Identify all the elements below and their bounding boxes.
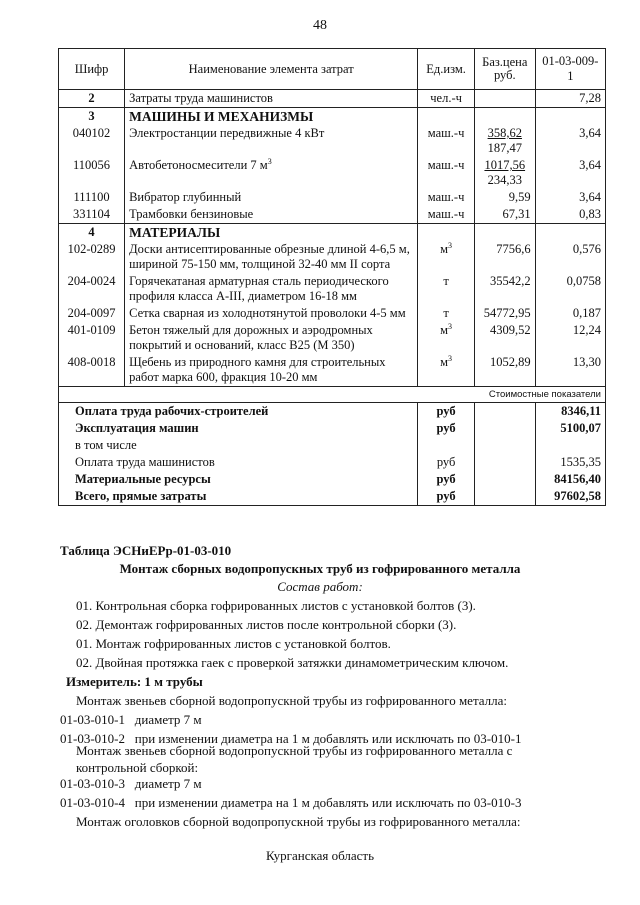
superscript: 3 bbox=[448, 321, 453, 331]
row-name: Вибратор глубинный bbox=[125, 189, 418, 206]
row-code: 111100 bbox=[59, 189, 125, 206]
total-row bbox=[59, 454, 606, 471]
row-norm: 3,64 bbox=[535, 189, 605, 206]
row-price: 7756,6 bbox=[474, 241, 535, 273]
work-composition-heading: Состав работ: bbox=[277, 579, 363, 594]
row-norm: 3,64 bbox=[535, 157, 605, 189]
cost-indicators-band bbox=[59, 387, 606, 403]
table-row bbox=[59, 241, 606, 273]
row-norm: 0,83 bbox=[535, 206, 605, 224]
row-unit: маш.-ч bbox=[418, 206, 475, 224]
header-unit: Ед.изм. bbox=[418, 49, 475, 90]
row-code: 204-0024 bbox=[59, 273, 125, 305]
section-code: 3 bbox=[59, 108, 125, 126]
price-wage: 187,47 bbox=[487, 141, 522, 155]
row-name: Щебень из природного камня для строительных работ марка 600, фракция 10-20 мм bbox=[125, 354, 418, 387]
row-price: 54772,95 bbox=[474, 305, 535, 322]
total-value: 1535,35 bbox=[535, 454, 605, 471]
row-norm: 0,576 bbox=[535, 241, 605, 273]
total-row bbox=[59, 471, 606, 488]
item-text: при изменении диаметра на 1 м добавлять или исключать по 03-010-3 bbox=[134, 795, 522, 810]
block-1-text: Монтаж звеньев сборной водопропускной трубы из гофрированного металла: bbox=[76, 693, 508, 708]
total-unit: руб bbox=[418, 488, 475, 506]
row-price: 4309,52 bbox=[474, 322, 535, 354]
row-code: 331104 bbox=[59, 206, 125, 224]
row-name: Сетка сварная из холоднотянутой проволоки 4-5 мм bbox=[125, 305, 418, 322]
item-row bbox=[60, 795, 630, 811]
total-name: Материальные ресурсы bbox=[59, 471, 418, 488]
item-code: 01-03-010-4 bbox=[60, 795, 125, 810]
total-value: 5100,07 bbox=[535, 420, 605, 437]
total-row bbox=[59, 437, 606, 454]
total-name: Оплата труда машинистов bbox=[59, 454, 418, 471]
item-row bbox=[60, 776, 630, 792]
item-text: при изменении диаметра на 1 м добавлять или исключать по 03-010-1 bbox=[134, 731, 522, 746]
total-name: Эксплуатация машин bbox=[59, 420, 418, 437]
row-norm: 13,30 bbox=[535, 354, 605, 387]
step-1: 01. Контрольная сборка гофрированных листов с установкой болтов (3). bbox=[76, 598, 476, 613]
section-row bbox=[59, 224, 606, 242]
total-unit: руб bbox=[418, 471, 475, 488]
total-name: в том числе bbox=[59, 437, 418, 454]
table-row bbox=[59, 157, 606, 189]
row-unit bbox=[418, 322, 475, 354]
row-price bbox=[474, 125, 535, 157]
row-unit: маш.-ч bbox=[418, 125, 475, 157]
measure-unit: Измеритель: 1 м трубы bbox=[66, 674, 203, 689]
row-norm: 7,28 bbox=[535, 90, 605, 108]
row-code: 2 bbox=[59, 90, 125, 108]
total-value: 84156,40 bbox=[535, 471, 605, 488]
table-row bbox=[59, 90, 606, 108]
row-unit-text: м bbox=[440, 355, 449, 369]
row-code: 408-0018 bbox=[59, 354, 125, 387]
row-name: Бетон тяжелый для дорожных и аэродромных покрытий и оснований, класс В25 (М 350) bbox=[125, 322, 418, 354]
block-2-text: Монтаж звеньев сборной водопропускной трубы из гофрированного металла с контрольной сборкой: bbox=[76, 743, 513, 775]
cost-indicators-label: Стоимостные показатели bbox=[59, 387, 606, 403]
row-norm: 0,0758 bbox=[535, 273, 605, 305]
row-price bbox=[474, 157, 535, 189]
row-code: 110056 bbox=[59, 157, 125, 189]
row-norm: 3,64 bbox=[535, 125, 605, 157]
item-row bbox=[60, 712, 630, 728]
step-2: 02. Демонтаж гофрированных листов после контрольной сборки (3). bbox=[76, 617, 457, 632]
row-unit: чел.-ч bbox=[418, 90, 475, 108]
row-name bbox=[125, 157, 418, 189]
total-name: Всего, прямые затраты bbox=[59, 488, 418, 506]
row-price bbox=[474, 90, 535, 108]
row-unit bbox=[418, 241, 475, 273]
item-code: 01-03-010-2 bbox=[60, 731, 125, 746]
row-code: 401-0109 bbox=[59, 322, 125, 354]
section-title: МАШИНЫ И МЕХАНИЗМЫ bbox=[125, 108, 418, 126]
block-3-text: Монтаж оголовков сборной водопропускной трубы из гофрированного металла: bbox=[76, 814, 521, 829]
row-unit-text: м bbox=[440, 323, 449, 337]
row-name: Доски антисептированные обрезные длиной 4-6,5 м, шириной 75-150 мм, толщиной 32-40 мм II сорта bbox=[125, 241, 418, 273]
row-unit-text: м bbox=[440, 242, 449, 256]
row-name: Затраты труда машинистов bbox=[125, 90, 418, 108]
row-price: 9,59 bbox=[474, 189, 535, 206]
superscript: 3 bbox=[448, 240, 453, 250]
table-row bbox=[59, 273, 606, 305]
superscript: 3 bbox=[267, 156, 272, 166]
total-row bbox=[59, 488, 606, 506]
superscript: 3 bbox=[448, 353, 453, 363]
total-unit: руб bbox=[418, 403, 475, 421]
header-norm: 01-03-009-1 bbox=[535, 49, 605, 90]
table-row bbox=[59, 125, 606, 157]
row-code: 102-0289 bbox=[59, 241, 125, 273]
row-price: 67,31 bbox=[474, 206, 535, 224]
step-4: 02. Двойная протяжка гаек с проверкой затяжки динамометрическим ключом. bbox=[76, 655, 509, 670]
table-row bbox=[59, 206, 606, 224]
price-wage: 234,33 bbox=[487, 173, 522, 187]
table-row bbox=[59, 189, 606, 206]
header-code: Шифр bbox=[59, 49, 125, 90]
header-price: Баз.цена руб. bbox=[474, 49, 535, 90]
row-unit: т bbox=[418, 273, 475, 305]
item-text: диаметр 7 м bbox=[134, 712, 202, 727]
section-code: 4 bbox=[59, 224, 125, 242]
table-title: Таблица ЭСНиЕРр-01-03-010 bbox=[60, 543, 232, 558]
row-unit bbox=[418, 354, 475, 387]
row-name: Горячекатаная арматурная сталь периодического профиля класса A-III, диаметром 16-18 мм bbox=[125, 273, 418, 305]
total-row bbox=[59, 403, 606, 421]
row-name-text: Автобетоносмесители 7 м bbox=[129, 158, 268, 172]
price-base: 1017,56 bbox=[484, 158, 526, 172]
item-code: 01-03-010-3 bbox=[60, 776, 125, 791]
item-code: 01-03-010-1 bbox=[60, 712, 125, 727]
row-unit: т bbox=[418, 305, 475, 322]
price-base: 358,62 bbox=[487, 126, 522, 140]
total-value: 8346,11 bbox=[535, 403, 605, 421]
page-footer: Курганская область bbox=[265, 848, 375, 863]
step-3: 01. Монтаж гофрированных листов с установкой болтов. bbox=[76, 636, 391, 651]
total-row bbox=[59, 420, 606, 437]
table-header bbox=[59, 49, 606, 90]
total-unit: руб bbox=[418, 420, 475, 437]
item-text: диаметр 7 м bbox=[134, 776, 202, 791]
row-norm: 0,187 bbox=[535, 305, 605, 322]
total-unit: руб bbox=[418, 454, 475, 471]
total-value: 97602,58 bbox=[535, 488, 605, 506]
resource-table bbox=[58, 48, 606, 506]
section-title: МАТЕРИАЛЫ bbox=[125, 224, 418, 242]
section-title: Монтаж сборных водопропускных труб из гофрированного металла bbox=[119, 561, 521, 576]
row-unit: маш.-ч bbox=[418, 157, 475, 189]
total-name: Оплата труда рабочих-строителей bbox=[59, 403, 418, 421]
row-norm: 12,24 bbox=[535, 322, 605, 354]
header-name: Наименование элемента затрат bbox=[125, 49, 418, 90]
row-price: 35542,2 bbox=[474, 273, 535, 305]
table-row bbox=[59, 305, 606, 322]
row-code: 040102 bbox=[59, 125, 125, 157]
row-code: 204-0097 bbox=[59, 305, 125, 322]
row-unit: маш.-ч bbox=[418, 189, 475, 206]
row-name: Электростанции передвижные 4 кВт bbox=[125, 125, 418, 157]
row-name: Трамбовки бензиновые bbox=[125, 206, 418, 224]
row-price: 1052,89 bbox=[474, 354, 535, 387]
page-number: 48 bbox=[313, 18, 327, 33]
table-row bbox=[59, 354, 606, 387]
section-row bbox=[59, 108, 606, 126]
table-row bbox=[59, 322, 606, 354]
